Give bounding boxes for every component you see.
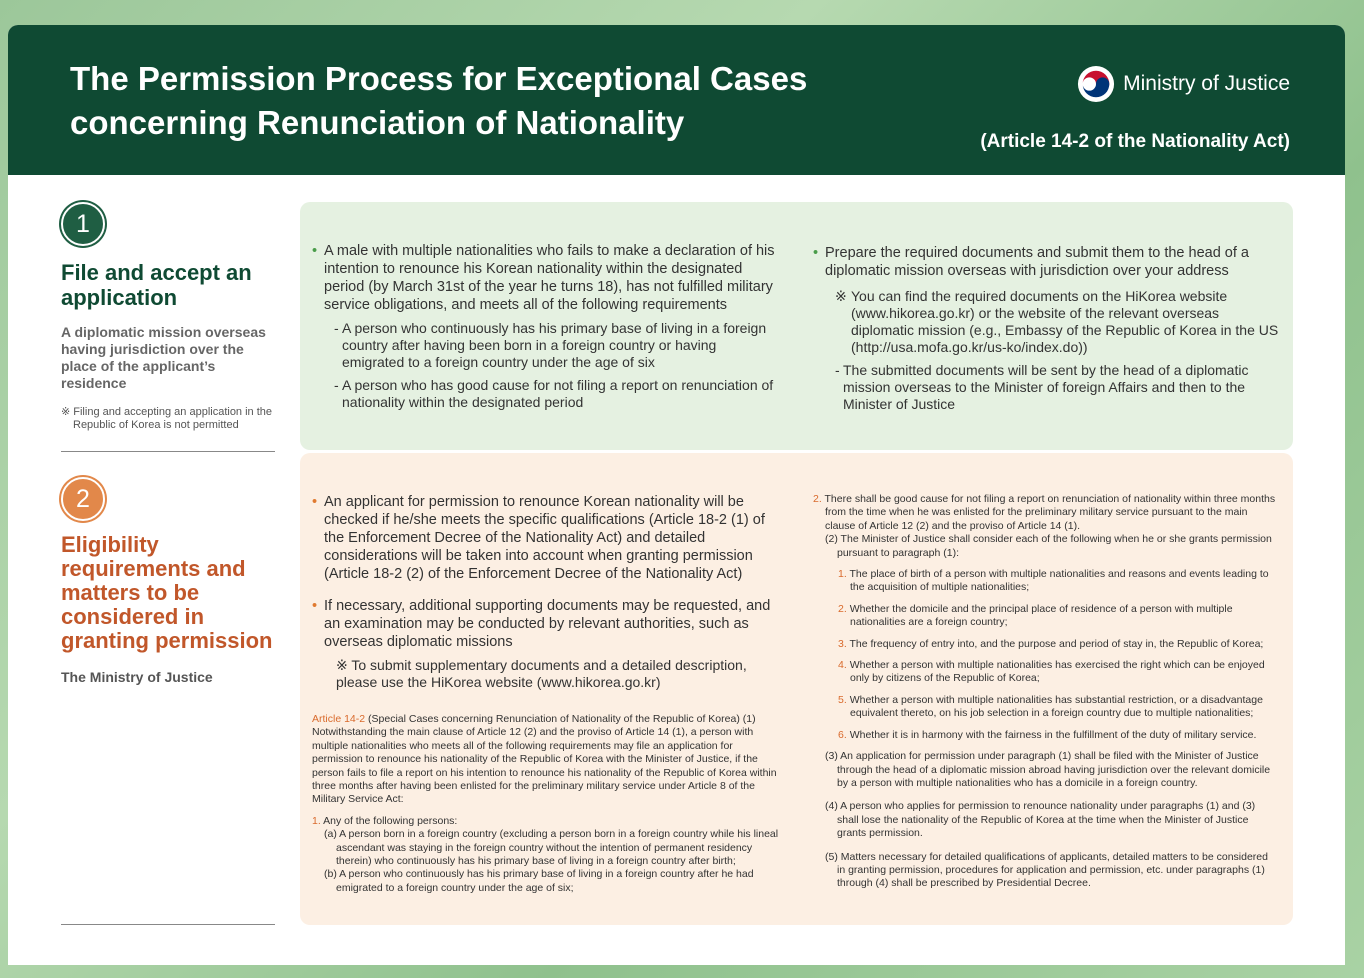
step2-panel (300, 453, 1293, 925)
poster-card (8, 25, 1345, 965)
taegeuk-emblem-icon (1077, 65, 1115, 103)
step2-sidebar (61, 477, 275, 685)
consideration-item: 1. The place of birth of a person with multiple nationalities and reasons and events leading to the acquisition of multiple nationalities; (838, 568, 1269, 594)
paragraph-4: (4) A person who applies for permission to renounce nationality under paragraphs (1) and (3) shall lose the nationality of the Republic of Korea at the time when the Minister of Justice grants permission. (825, 800, 1256, 840)
ministry-name: Ministry of Justice (1123, 72, 1290, 95)
step1-left-column (312, 242, 780, 411)
submission-bullet: • Prepare the required documents and submit them to the head of a diplomatic mission overseas with jurisdiction over your address (813, 245, 1249, 279)
ministry-logo (1077, 65, 1290, 103)
consideration-item: 3. The frequency of entry into, and the purpose and period of stay in, the Republic of Korea; (838, 637, 1264, 650)
article-item-1: 1. Any of the following persons: (312, 814, 458, 827)
forwarding-note: - The submitted documents will be sent by the head of a diplomatic mission overseas to the Minister of foreign Affairs and then to the Minister of Justice (835, 362, 1249, 412)
step1-description: A diplomatic mission overseas having jurisdiction over the place of the applicant’s residence (61, 324, 266, 391)
dash-icon: - (334, 320, 339, 336)
step1-right-column (813, 244, 1279, 413)
title-line-1: The Permission Process for Exceptional Cases (70, 60, 808, 97)
paragraph-5: (5) Matters necessary for detailed qualifications of applicants, detailed matters to be considered in granting permission, procedures for application and permission, etc. under paragraphs (1) through (4) shall be prescribed by Presidential Decree. (825, 850, 1268, 890)
article-item-1b: (b) A person who continuously has his primary base of living in a foreign country after he had emigrated to a foreign country under the age of six; (324, 868, 754, 894)
bullet-dot-icon: • (813, 245, 819, 261)
article-item-1a: (a) A person born in a foreign country (excluding a person born in a foreign country while his lineal ascendant was staying in the foreign country without the intention of permanent residency therein) who continuously has his primary base of living in a foreign country after birth; (324, 828, 779, 868)
bullet-dot-icon: • (312, 243, 318, 259)
article-reference: (Article 14-2 of the Nationality Act) (980, 131, 1290, 152)
supporting-docs-bullet: • If necessary, additional supporting documents may be requested, and an examination may be conducted by relevant authorities, such as overseas diplomatic missions (312, 598, 771, 650)
bullet-dot-icon: • (312, 598, 318, 614)
considerations-list (813, 568, 1279, 742)
article-label: Article 14-2 (312, 713, 366, 725)
consideration-item: 2. Whether the domicile and the principal place of residence of a person with multiple nationalities are a foreign country; (838, 602, 1233, 629)
step1-divider (61, 451, 275, 452)
bullet-dot-icon: • (312, 494, 318, 510)
step1-note: ※ Filing and accepting an application in the Republic of Korea is not permitted (61, 406, 273, 431)
step2-description: The Ministry of Justice (61, 669, 213, 685)
requirement-item: - A person who has good cause for not filing a report on renunciation of nationality within the designated period (334, 377, 774, 410)
consideration-item: 4. Whether a person with multiple nationalities has exercised the right which can be enjoyed only by citizens of the Republic of Korea; (838, 659, 1265, 685)
header-banner (8, 25, 1345, 175)
dash-icon: - (334, 377, 339, 393)
article-item-2: 2. There shall be good cause for not filing a report on renunciation of nationality within three months from the time when he was enlisted for the preliminary military service pursuant to the main clause of Article 12 (2) and the proviso of Article 14 (1). (813, 493, 1276, 532)
eligibility-bullet: • A male with multiple nationalities who fails to make a declaration of his intention to renounce his Korean nationality within the designated period (by March 31st of the year he turns 18), has not fulfilled military service obligations, and meets all of the following requirements (312, 243, 775, 313)
article-paragraph: Article 14-2 (Special Cases concerning Renunciation of Nationality of the Republic of Korea) (1) Notwithstanding the main clause of Article 12 (2) and the proviso of Article 14 (1), a person with multiple nationalities who meets all of the following requirements may file an application for permission to renounce his nationality of the Republic of Korea with the Minister of Justice, if the person fails to file a report on his intention to renounce his nationality of the Republic of Korea within three months after having been enlisted for the preliminary military service under Article 8 of the Military Service Act: (312, 713, 777, 806)
reference-mark-icon: ※ (835, 288, 847, 304)
step1-number-badge: 1 (61, 202, 105, 246)
page-title (70, 57, 807, 145)
requirement-item: - A person who continuously has his primary base of living in a foreign country after having been born in a foreign country or having emigrated to a foreign country under the age of six (334, 320, 767, 370)
step1-title: File and accept an application (61, 260, 252, 310)
step2-left-column (312, 493, 780, 895)
step2-divider (61, 924, 275, 925)
consideration-item: 5. Whether a person with multiple nationalities has substantial restriction, or a disadvantage equivalent thereto, on his job selection in a foreign country due to multiple nationalities; (838, 693, 1263, 720)
paragraph-3: (3) An application for permission under paragraph (1) shall be filed with the Minister of Justice through the head of a diplomatic mission abroad having jurisdiction over the relevant domicile by a person with multiple nationalities who has a domicile in a foreign country. (825, 750, 1271, 789)
paragraph-2: (2) The Minister of Justice shall consider each of the following when he or she grants permission pursuant to paragraph (1): (825, 533, 1272, 559)
consideration-item: 6. Whether it is in harmony with the fairness in the fulfillment of the duty of military service. (838, 728, 1257, 741)
step2-right-column (813, 493, 1279, 891)
step2-number-badge: 2 (61, 477, 105, 521)
supplementary-note: ※ To submit supplementary documents and a detailed description, please use the HiKorea website (www.hikorea.go.kr) (336, 657, 747, 690)
documents-note: ※ You can find the required documents on the HiKorea website (www.hikorea.go.kr) or the website of the relevant overseas diplomatic mission (e.g., Embassy of the Republic of Korea in the US (http://usa.mofa.go.kr/us-ko/index.do)) (835, 288, 1279, 355)
title-line-2: concerning Renunciation of Nationality (70, 104, 685, 141)
step2-title: Eligibility requirements and matters to be considered in granting permission (61, 532, 273, 653)
step1-panel (300, 202, 1293, 450)
step1-sidebar (61, 202, 275, 432)
qualification-bullet: • An applicant for permission to renounce Korean nationality will be checked if he/she meets the specific qualifications (Article 18-2 (1) of the Enforcement Decree of the Nationality Act) and detailed considerations will be taken into account when granting permission (Article 18-2 (2) of the Enforcement Decree of the Nationality Act) (312, 494, 765, 582)
dash-icon: - (835, 362, 840, 378)
